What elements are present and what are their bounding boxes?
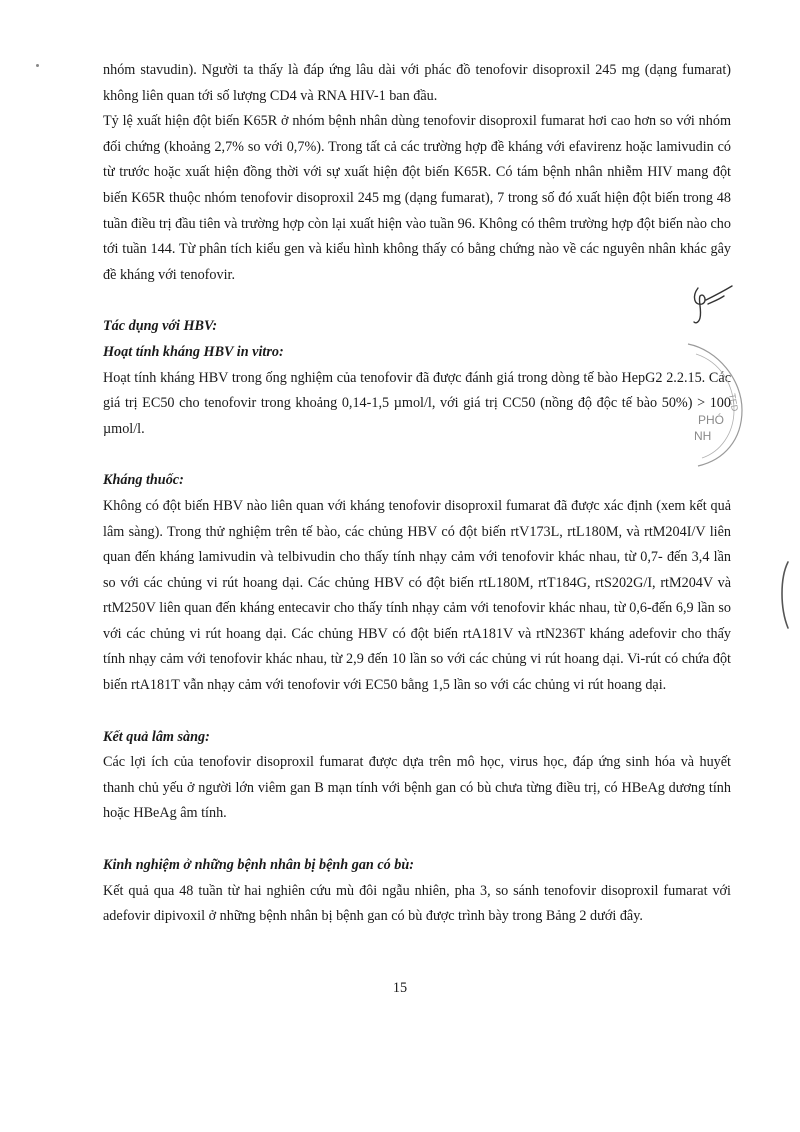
stamp-mark bbox=[668, 340, 746, 470]
heading-hbv-effect: Tác dụng với HBV: bbox=[103, 318, 218, 335]
paragraph-hbv-activity: Hoạt tính kháng HBV trong ống nghiệm của tenofovir đã được đánh giá trong dòng tế bào HepG2 2.2.15. Các giá trị EC50 cho tenofovir trong khoảng 0,14-1,5 µmol/l, với giá trị CC50 (nồng độ độc tế bào 50%) > 100 µmol/l. bbox=[103, 369, 731, 437]
heading-resistance: Kháng thuốc: bbox=[103, 472, 184, 489]
page-number: 15 bbox=[392, 980, 408, 996]
heading-hbv-invitro: Hoạt tính kháng HBV in vitro: bbox=[103, 343, 284, 360]
paragraph-k65r-mutation: Tỷ lệ xuất hiện đột biến K65R ở nhóm bệnh nhân dùng tenofovir disoproxil fumarat hơi cao hơn so với nhóm đối chứng (khoảng 2,7% so với 0,7%). Trong tất cả các trường hợp đề kháng với efavirenz hoặc lamivudin có từ trước hoặc xuất hiện đồng thời với sự xuất hiện đột biến K65R. Có tám bệnh nhân nhiễm HIV mang đột biến K65R thuộc nhóm tenofovir disoproxil 245 mg (dạng fumarat), 7 trong số đó xuất hiện đột biến trong 48 tuần điều trị đầu tiên và trường hợp còn lại xuất hiện vào tuần 96. Không có thêm trường hợp đột biến nào cho tới tuần 144. Từ phân tích kiểu gen và kiểu hình không thấy có bằng chứng nào về các nguyên nhân khác gây đề kháng với tenofovir. bbox=[103, 113, 731, 283]
heading-compensated-liver: Kinh nghiệm ở những bệnh nhân bị bệnh gan có bù: bbox=[103, 857, 415, 874]
signature-mark bbox=[688, 282, 736, 330]
margin-bracket-mark bbox=[776, 560, 792, 630]
stamp-text-line1: PHÓ bbox=[698, 413, 725, 427]
stamp-text-line2: NH bbox=[694, 429, 712, 443]
heading-clinical-results: Kết quả lâm sàng: bbox=[103, 728, 210, 745]
paragraph-clinical-results: Các lợi ích của tenofovir disoproxil fumarat được dựa trên mô học, virus học, đáp ứng sinh hóa và huyết thanh chủ yếu ở người lớn viêm gan B mạn tính với bệnh gan có bù chưa từng điều trị, có HBeAg dương tính hoặc HBeAg âm tính. bbox=[103, 754, 731, 822]
spacer bbox=[103, 442, 731, 468]
paragraph-resistance: Không có đột biến HBV nào liên quan với kháng tenofovir disoproxil fumarat đã được xác định (xem kết quả lâm sàng). Trong thử nghiệm trên tế bào, các chủng HBV có đột biến rtV173L, rtL180M, và rtM204I/V liên quan đến kháng lamivudin và telbivudin cho thấy tính nhạy cảm với tenofovir khác nhau, từ 0,7- đến 3,4 lần so với các chủng vi rút hoang dại. Các chủng HBV có đột biến rtL180M, rtT184G, rtS202G/I, rtM204V và rtM250V liên quan đến kháng entecavir cho thấy tính nhạy cảm với tenofovir khác nhau, từ 0,6-đến 6,9 lần so với các chủng vi rút hoang dại. Các chủng HBV có đột biến rtA181V và rtN236T kháng adefovir cho thấy tính nhạy cảm với tenofovir khác nhau, từ 2,9 đến 10 lần so với các chủng vi rút hoang dại. Vi-rút có chứa đột biến rtA181T vẫn nhạy cảm với tenofovir với EC50 bằng 1,5 lần so với các chủng vi rút hoang dại. bbox=[103, 497, 731, 694]
spacer bbox=[103, 288, 731, 314]
spacer bbox=[103, 699, 731, 725]
scan-speck bbox=[36, 64, 39, 67]
paragraph-hiv-response: nhóm stavudin). Người ta thấy là đáp ứng lâu dài với phác đồ tenofovir disoproxil 245 mg (dạng fumarat) không liên quan tới số lượng CD4 và RNA HIV-1 ban đầu. bbox=[103, 62, 731, 104]
paragraph-compensated-liver: Kết quả qua 48 tuần từ hai nghiên cứu mù đôi ngẫu nhiên, pha 3, so sánh tenofovir disoproxil fumarat với adefovir dipivoxil ở những bệnh nhân bị bệnh gan có bù được trình bày trong Bảng 2 dưới đây. bbox=[103, 882, 731, 925]
document-body bbox=[103, 58, 731, 930]
spacer bbox=[103, 827, 731, 853]
stamp-arc-text: TED bbox=[726, 392, 740, 413]
